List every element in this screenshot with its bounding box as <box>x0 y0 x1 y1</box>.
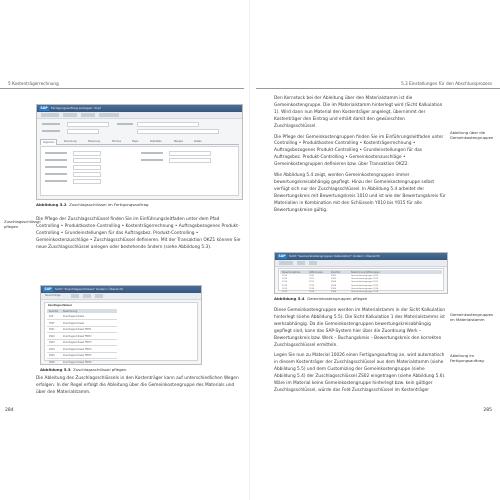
field-label <box>141 152 163 154</box>
row-divider <box>47 358 117 359</box>
toolbar-button[interactable] <box>63 113 77 117</box>
field-label <box>117 123 133 125</box>
running-head: 5.3 Einstellungen für den Abschlussprozess <box>401 81 492 86</box>
body-text <box>274 96 446 219</box>
table-cell[interactable]: 1010 <box>282 278 288 281</box>
table-cell[interactable]: SAP <box>49 315 54 318</box>
panel-title: Zuschlagsschlüssel <box>48 304 72 307</box>
field-order[interactable] <box>67 122 109 127</box>
tab-allgemein[interactable]: Allgemein <box>40 139 57 145</box>
table-cell[interactable]: Zuschlagsschlüssel FERT2 <box>63 334 92 338</box>
row-divider <box>47 339 117 340</box>
running-head: 5 Kostenträgerrechnung <box>8 81 59 86</box>
window-title: Sicht "Gemeinkostengruppen Kalkulation" ändern: Übersicht <box>289 254 380 258</box>
table-cell[interactable]: ZS04 <box>331 284 337 287</box>
field-zuschlagsschluessel[interactable] <box>73 179 101 184</box>
body-text <box>274 308 446 399</box>
tab-dispo[interactable]: Dispo <box>132 140 139 143</box>
table-cell[interactable]: Y015 <box>309 291 315 293</box>
table-cell[interactable]: 1010 <box>282 291 288 293</box>
field-label <box>45 159 67 161</box>
window-titlebar <box>37 105 242 112</box>
paragraph: Die Ableitung des Zuschlagsschlüssels in den Kostenträger kann auf unterschiedlichen Wegen erfolgen. In der Regel erfolgt die Ableitung über die Gemeinkostengruppe des Materials und über den Materialstamm. <box>36 376 239 395</box>
figure-5-4-screenshot <box>274 252 448 294</box>
table-cell[interactable]: ZS01 <box>331 275 337 277</box>
table-cell[interactable]: Zuschlagsschlüssel <box>63 321 85 325</box>
body-text <box>36 217 242 256</box>
field-value[interactable] <box>169 158 211 163</box>
window-titlebar <box>41 286 201 293</box>
toolbar-button[interactable] <box>297 261 305 265</box>
tab-termine[interactable]: Termine <box>112 140 122 143</box>
sap-logo-icon: SAP <box>40 106 48 110</box>
tab-content-panel <box>40 146 239 196</box>
paragraph: Legen Sie nun zu Material 10026 einen Fertigungsauftrag an, wird automatisch in diesem Kostenträger der Zuschlagsschlüssel aus dem Materialstamm (siehe Abbildung 5.5) und dem Customizing der Gemeinkostengruppe (siehe Abbildung 5.4) der Zuschlagsschlüssel ZS02 eingetragen (siehe Abbildung 5.6). Wäre im Material keine Gemeinkostengruppe hinterlegt bzw. kein gültiger Zuschlagsschlüssel, würde das Feld Zuschlagsschlüssel im Kostenträger <box>274 353 446 393</box>
figure-caption: Abbildung 5.2 Zuschlagsschlüssel im Fertigungsauftrag <box>36 202 149 207</box>
table-cell[interactable]: ZS02 <box>49 334 55 338</box>
field-value[interactable] <box>73 151 101 156</box>
toolbar-button[interactable] <box>83 294 91 298</box>
figure-caption: Abbildung 5.4 Gemeinkostengruppen pflegen <box>274 296 368 301</box>
field-label <box>45 180 67 182</box>
field-label <box>45 166 67 168</box>
margin-note: Zuschlagsschlüssel pflegen <box>4 219 41 229</box>
table-cell[interactable]: 1010 <box>282 275 288 277</box>
column-header: Bezeichnung <box>63 310 78 313</box>
sap-logo-icon: SAP <box>44 287 52 291</box>
table-cell[interactable]: Zuschlagsschlüssel FERT4 <box>63 347 92 351</box>
figure-5-3-screenshot <box>40 285 202 365</box>
paragraph: Die Pflege der Gemeinkostengruppen finden Sie im Einführungsleitfaden unter Controlling • Produktkosten-Controlling • Kostenträgerrechnung • Auftragsbezogenes Produkt-Controlling • Grundeinstellungen für das Auftragsbez. Produkt-Controlling • Gemeinkostenzuschläge • Gemeinkostengruppen definieren bzw. über Transaktion OKZ2. <box>274 134 444 168</box>
margin-note: Gemeinkostengruppen im Materialstamm <box>450 312 494 322</box>
table-cell[interactable]: Y014 <box>309 287 315 290</box>
field-value[interactable] <box>73 158 101 163</box>
table-cell[interactable]: Gemeinkostengruppe Y011 <box>351 278 379 281</box>
row-divider <box>47 332 117 333</box>
margin-note: Ableitung im Fertigungsauftrag <box>450 353 484 363</box>
column-header: Bezeichnung GMK-Gruppe <box>351 271 380 274</box>
column-header: Zuschlsl <box>49 310 58 313</box>
header-rule <box>256 88 500 89</box>
table-cell[interactable]: ZS06 <box>331 291 337 293</box>
table-cell[interactable]: ZS02 <box>331 278 337 281</box>
field-text[interactable] <box>137 129 219 134</box>
field-label <box>45 152 67 154</box>
row-divider <box>47 345 117 346</box>
table-panel <box>278 268 444 291</box>
page-number: 284 <box>5 408 14 413</box>
toolbar-button[interactable] <box>71 294 79 298</box>
table-cell[interactable]: 1010 <box>282 281 288 284</box>
tab-kosten[interactable]: Kosten <box>194 140 202 143</box>
window-titlebar <box>275 253 447 260</box>
sap-logo-icon: SAP <box>278 254 286 258</box>
table-cell[interactable]: Gemeinkostengruppe Y014 <box>351 287 379 290</box>
margin-note: Ableitung über die Gemeinkostengruppen <box>450 130 494 140</box>
column-header: GMK-Gruppe <box>309 271 323 274</box>
table-cell[interactable]: ZS05 <box>331 287 337 290</box>
table-cell[interactable]: TEST <box>49 321 55 325</box>
toolbar-button[interactable] <box>81 113 95 117</box>
table-cell[interactable]: ZS04 <box>49 347 55 351</box>
field-label <box>45 173 67 175</box>
page-number: 285 <box>483 408 492 413</box>
toolbar-button[interactable] <box>95 294 103 298</box>
row-divider <box>47 326 117 327</box>
table-cell[interactable]: 1010 <box>282 284 288 287</box>
body-text <box>36 376 242 401</box>
toolbar <box>275 260 447 267</box>
figure-caption: Abbildung 5.3 Zuschlagsschlüssel pflegen <box>40 367 127 372</box>
toolbar-button[interactable] <box>279 261 293 265</box>
toolbar-button[interactable] <box>41 113 59 117</box>
toolbar <box>41 293 201 300</box>
table-cell[interactable]: Gemeinkostengruppe Y012 <box>351 281 379 284</box>
table-cell[interactable]: Zuschlagsschlüssel FERT3 <box>63 341 92 344</box>
toolbar-button[interactable] <box>99 113 119 117</box>
tab-kopfdaten[interactable]: Kopfdaten <box>150 140 162 143</box>
window-title: Fertigungsauftrag anzeigen: Kopf <box>51 106 101 110</box>
table-cell[interactable]: Zuschlagsschlüssel FERT6 <box>63 360 92 364</box>
tab-steuerung[interactable]: Steuerung <box>88 140 100 143</box>
table-cell[interactable]: Y011 <box>309 278 315 281</box>
row-divider <box>47 352 117 353</box>
field-value[interactable] <box>73 165 101 170</box>
table-cell[interactable]: Gemeinkostengruppe Y013 <box>351 284 379 287</box>
column-header: Zuschlsl <box>331 271 340 274</box>
paragraph: Die Pflege der Zuschlagsschlüssel finden Sie im Einführungsleitfaden unter dem Pfad Controlling • Produktkosten-Controlling • Kostenträgerrechnung • Auftragsbezogenes Produkt-Controlling • Grundeinstellungen für das Auftragsbez. Produkt-Controlling • Gemeinkostenzuschläge • Zuschlagsschlüssel definieren. Mit der Transaktion OKZ1 können Sie neue Zuschlagsschlüssel anlegen oder bestehende ändern (siehe Abbildung 5.3). <box>36 217 241 250</box>
table-cell[interactable]: Y013 <box>309 284 315 287</box>
toolbar-button[interactable] <box>309 261 317 265</box>
table-cell[interactable]: Y010 <box>309 275 315 277</box>
row-divider <box>47 365 117 366</box>
header-rule <box>0 88 244 89</box>
field-value[interactable] <box>169 151 211 156</box>
tabstrip <box>40 139 239 145</box>
tab-mengen[interactable]: Mengen <box>174 140 184 143</box>
table-cell[interactable]: Gemeinkostengruppe Y010 <box>351 275 379 277</box>
field-label <box>42 130 60 132</box>
right-page <box>250 0 500 500</box>
paragraph: Diese Gemeinkostengruppen werden im Materialstamm in der Sicht Kalkulation hinterlegt (siehe Abbildung 5.5). Die Sicht Kalkulation 1 des Materialstamms ist werksabhängig. Da die Gemeinkostengruppen bewertungskreisabhängig gepflegt sind, kann das SAP-System hier über die Zuordnung Werk – Bewertungskreis bzw. Werk – Buchungskreis – Bewertungskreis den korrekten Zuschlagsschlüssel ermitteln. <box>274 308 446 348</box>
window-title: Sicht "Zuschlagsschlüssel" ändern: Übersicht <box>55 287 123 291</box>
figure-5-2-screenshot <box>36 104 243 200</box>
column-header: Bewertungskreis <box>282 271 301 274</box>
table-cell[interactable]: ZS06 <box>49 360 55 364</box>
field-value[interactable] <box>73 172 101 177</box>
table-cell[interactable]: Zuschlagsschlüssel FERT1 <box>63 328 92 331</box>
table-cell[interactable]: ZS05 <box>49 354 55 357</box>
table-cell[interactable]: ZS01 <box>49 328 55 331</box>
field-status[interactable] <box>67 129 99 134</box>
field-label <box>42 123 60 125</box>
tab-zuordnung[interactable]: Zuordnung <box>64 140 77 143</box>
table-panel <box>44 302 198 364</box>
table-cell[interactable]: Zuschlagsschlüssel <box>63 315 85 318</box>
table-cell[interactable]: 1010 <box>282 287 288 290</box>
new-entries-button[interactable]: Neue Einträge <box>45 294 61 297</box>
table-cell[interactable]: Zuschlagsschlüssel FERT5 <box>63 354 92 357</box>
toolbar <box>37 112 242 119</box>
table-cell[interactable]: ZS03 <box>331 281 337 284</box>
table-cell[interactable]: ZS03 <box>49 341 55 344</box>
field-material[interactable] <box>137 122 199 127</box>
field-label <box>141 159 163 161</box>
table-cell[interactable]: Gemeinkostengruppe Y015 <box>351 291 379 293</box>
paragraph: Den Kernstock bei der Ableitung über den Materialstamm ist die Gemeinkostengruppe. Die im Materialstamm hinterlegt wird (Sicht Kalkulation 1). Wird dann nun Material den Kostenträger angelegt, übernimmt der Kostenträger den Eintrag und erhält damit den gewünschten Zuschlagsschlüssel. <box>274 96 443 129</box>
table-cell[interactable]: Y012 <box>309 281 315 284</box>
paragraph: Wie Abbildung 5.4 zeigt, werden Gemeinkostengruppen immer bewertungskreisabhängig gepflegt. Hinzu der Gemeinkostengruppe selbst verfügt sich nur der Zuschlagsschlüssel. In Abbildung 5.4 arbeitet der Bewertungskreis mit Bewertungskreis 1010 und ist wie der Bewertungskreis für Materialien in Kombination mit den Schlüsseln Y010 bis Y015 für alle Bewertungskreise gültig. <box>274 173 446 213</box>
row-divider <box>47 319 117 320</box>
